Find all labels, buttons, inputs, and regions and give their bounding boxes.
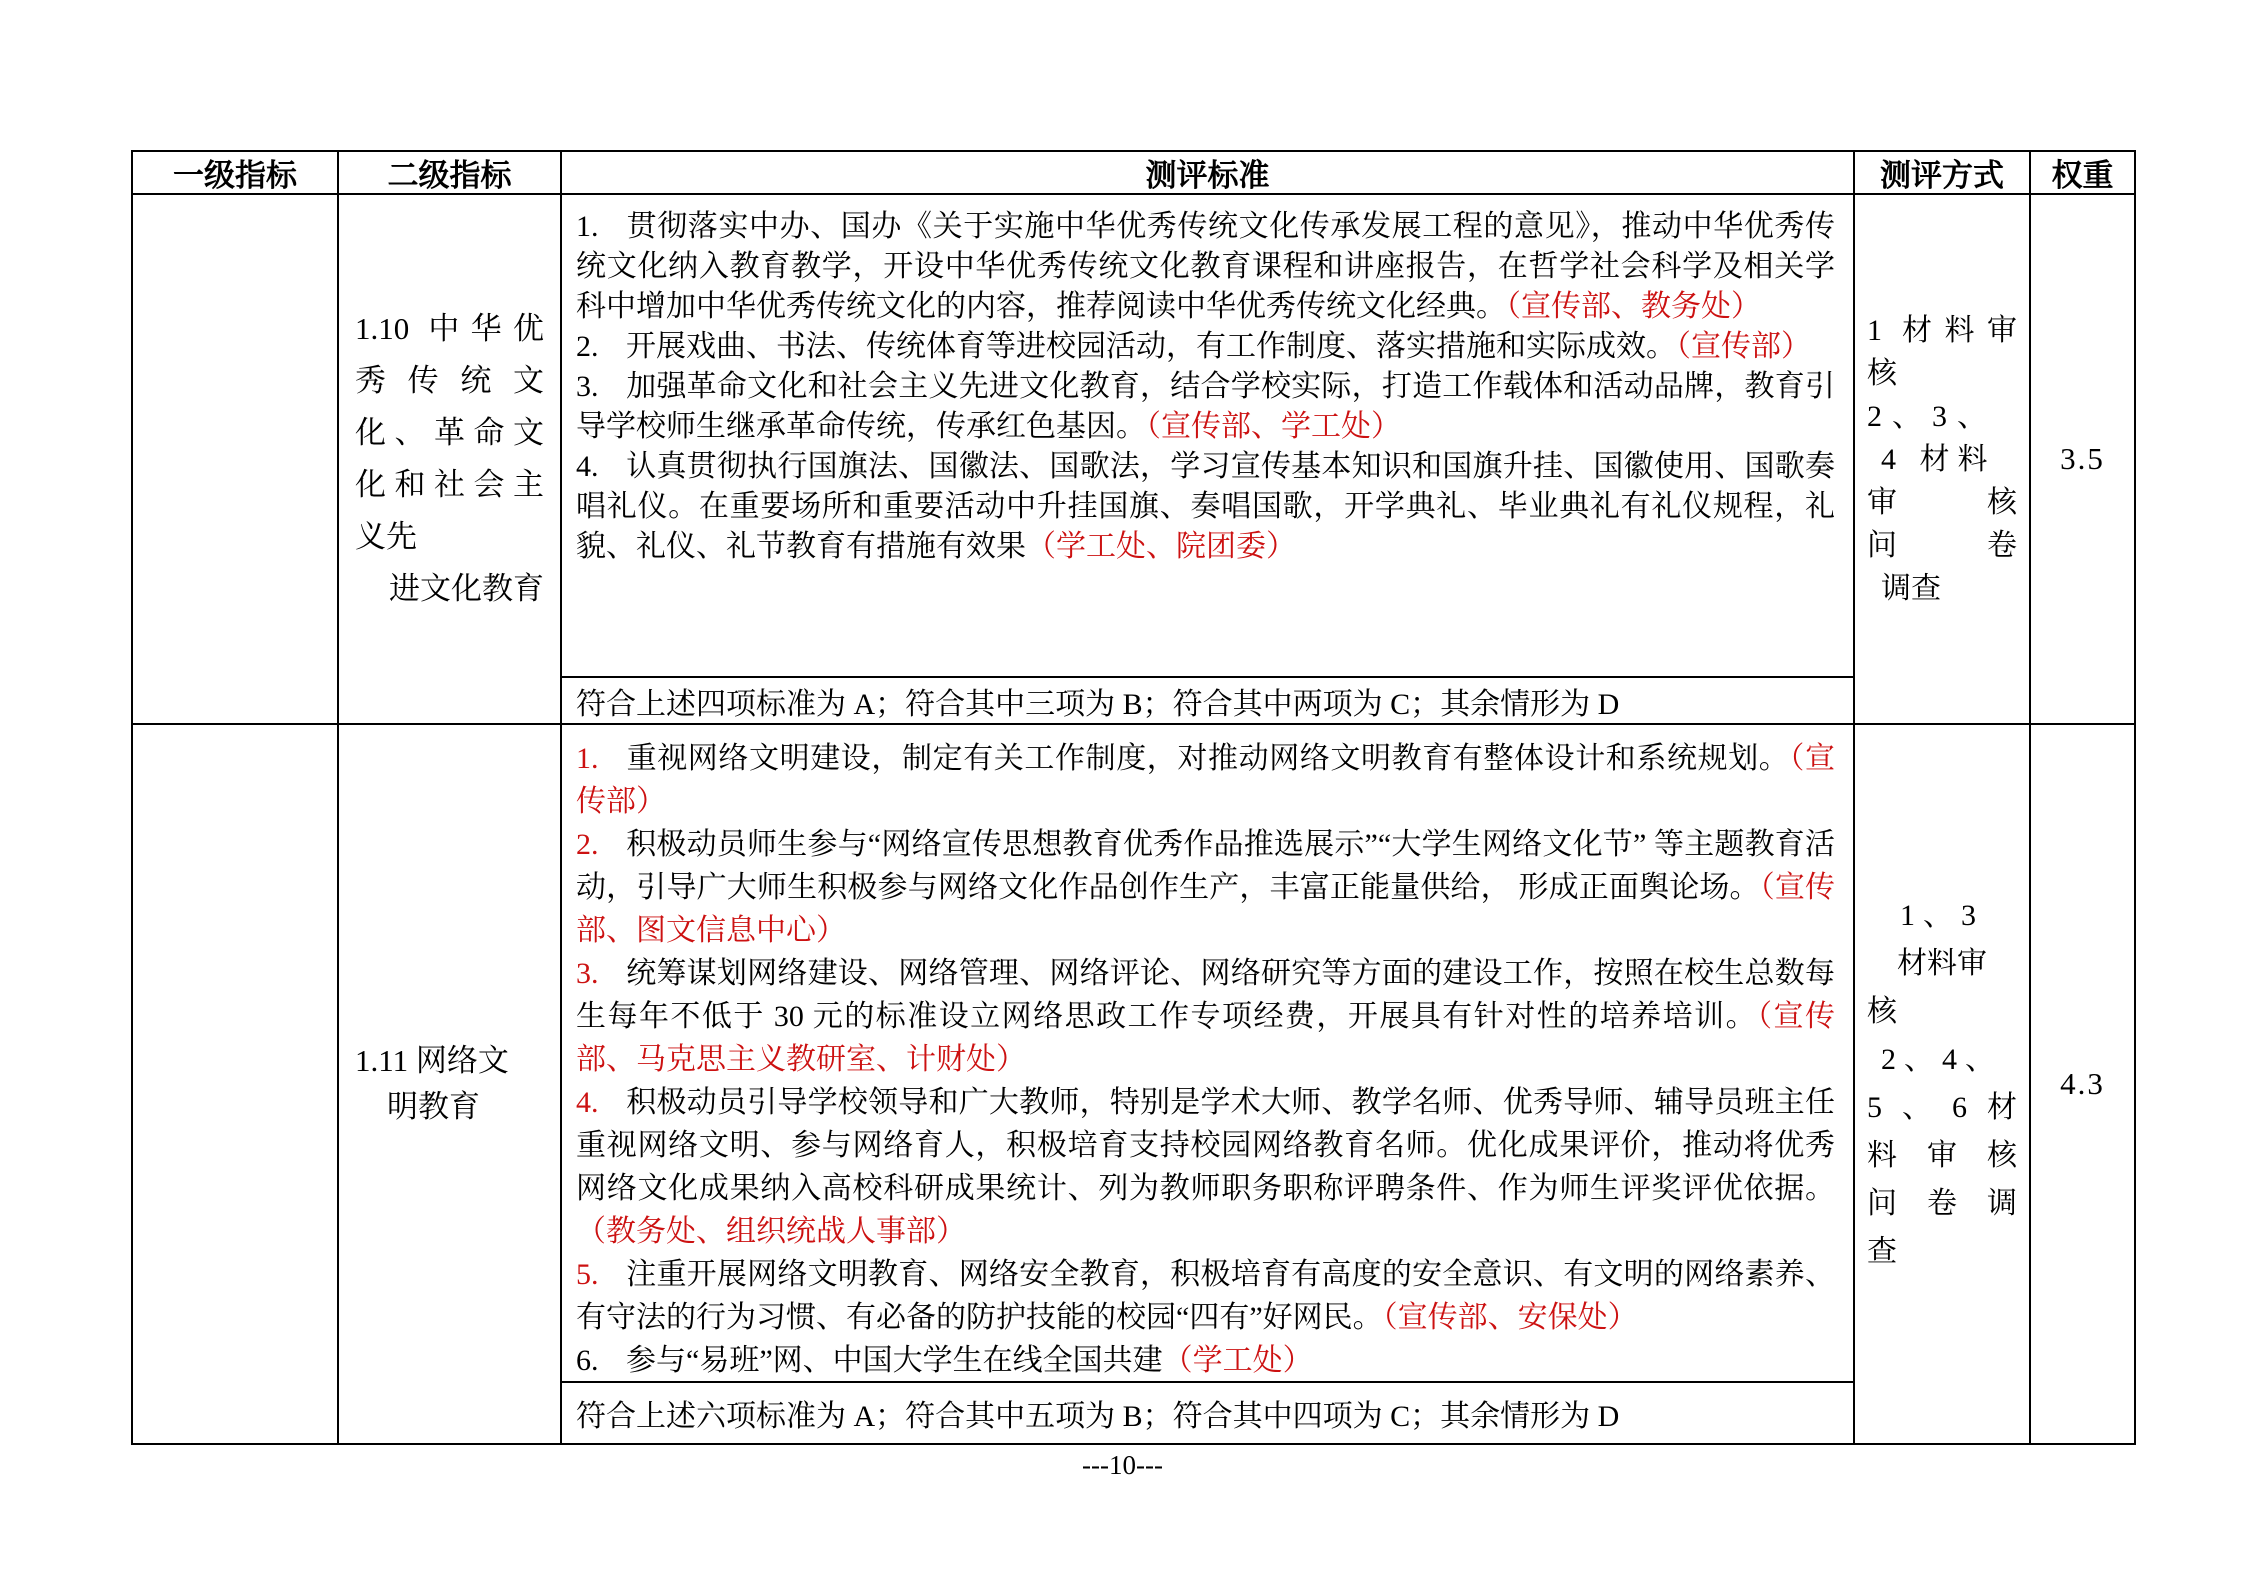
level2-indicator-1-11: [339, 725, 562, 1443]
item-text: 注重开展网络文明教育、网络安全教育，积极培育有高度的安全意识、有文明的网络素养、有守法的行为习惯、有必备的防护技能的校园“四有”好网民。: [576, 1258, 1835, 1334]
criteria-item: [576, 737, 1835, 823]
level1-indicator-cell-row1: [133, 195, 339, 725]
criteria-item: [576, 1081, 1835, 1253]
criteria-item: [576, 447, 1835, 567]
level2-line: 明教育: [387, 1089, 480, 1124]
method-line: 4 材料: [1881, 442, 1996, 476]
item-text: 积极动员师生参与“网络宣传思想教育优秀作品推选展示”“大学生网络文化节” 等主题教育活动，引导广大师生积极参与网络文化作品创作生产，丰富正能量供给， 形成正面舆论场。: [576, 828, 1835, 904]
responsible-departments: （宣传部、图文信息中心）: [576, 871, 1836, 947]
item-text: 统筹谋划网络建设、网络管理、网络评论、网络研究等方面的建设工作，按照在校生总数每生每年不低于 30 元的标准设立网络思政工作专项经费，开展具有针对性的培养培训。: [576, 957, 1835, 1033]
level2-line: 1.11 网络文: [355, 1043, 509, 1078]
level2-line: 化、革命文: [355, 415, 544, 450]
criteria-list: [562, 195, 1853, 676]
criteria-item: [576, 1253, 1835, 1339]
method-text: [1867, 892, 2017, 1276]
level2-line: 化和社会主: [355, 467, 544, 502]
header-method: 测评方式: [1855, 152, 2031, 195]
item-number: 4.: [576, 1086, 599, 1119]
item-number: 1.: [576, 742, 599, 775]
evaluation-table: [131, 150, 2136, 1445]
grading-rule-1-11: 符合上述六项标准为 A；符合其中五项为 B；符合其中四项为 C；其余情形为 D: [562, 1381, 1853, 1443]
method-line: 核: [1867, 995, 1897, 1028]
header-criteria: 测评标准: [562, 152, 1855, 195]
responsible-departments: （宣传部、安保处）: [1382, 1301, 1638, 1334]
method-line: 问卷: [1867, 528, 2017, 562]
method-line: 2、4、: [1881, 1043, 2003, 1076]
criteria-item: [576, 367, 1835, 447]
method-line: 材料审: [1897, 947, 1987, 980]
header-level2-indicator: 二级指标: [339, 152, 562, 195]
method-line: 查: [1867, 1235, 1897, 1268]
responsible-departments: （学工处、院团委）: [1026, 530, 1296, 563]
criteria-cell-1-10: [562, 195, 1855, 725]
item-text: 开展戏曲、书法、传统体育等进校园活动，有工作制度、落实措施和实际成效。: [626, 330, 1676, 363]
responsible-departments: （宣传部）: [576, 742, 1836, 818]
criteria-cell-1-11: [562, 725, 1855, 1443]
level2-line: 1.10 中华优: [355, 311, 544, 346]
method-line: 1、3: [1900, 899, 1984, 932]
responsible-departments: （学工处）: [1162, 1344, 1313, 1377]
item-number: 5.: [576, 1258, 599, 1291]
method-line: 料审核: [1867, 1139, 2017, 1172]
method-line: 2、3、: [1867, 399, 1997, 433]
item-number: 6.: [576, 1344, 599, 1377]
responsible-departments: （宣传部、马克思主义教研室、计财处）: [576, 1000, 1836, 1076]
item-text: 积极动员引导学校领导和广大教师，特别是学术大师、教学名师、优秀导师、辅导员班主任重视网络文明、参与网络育人，积极培育支持校园网络教育名师。优化成果评价，推动将优秀网络文化成果纳入高校科研成果统计、列为教师职务职称评聘条件、作为师生评奖评优依据。: [576, 1086, 1835, 1205]
header-level1-indicator: 一级指标: [133, 152, 339, 195]
item-number: 3.: [576, 957, 599, 990]
item-text: 加强革命文化和社会主义先进文化教育，结合学校实际，打造工作载体和活动品牌，教育引导学校师生继承革命传统，传承红色基因。: [576, 370, 1835, 443]
responsible-departments: （宣传部、学工处）: [1146, 410, 1401, 443]
item-number: 4.: [576, 450, 599, 483]
level1-indicator-cell-row2: [133, 725, 339, 1443]
method-cell-1-11: [1855, 725, 2031, 1443]
grading-rule-1-10: 符合上述四项标准为 A；符合其中三项为 B；符合其中两项为 C；其余情形为 D: [562, 676, 1853, 723]
method-line: 调查: [1881, 571, 1941, 605]
criteria-item: [576, 327, 1835, 367]
item-text: 认真贯彻执行国旗法、国徽法、国歌法，学习宣传基本知识和国旗升挂、国徽使用、国歌奏唱礼仪。在重要场所和重要活动中升挂国旗、奏唱国歌，开学典礼、毕业典礼有礼仪规程，礼貌、礼仪、礼节教育有措施有效果: [576, 450, 1835, 563]
method-cell-1-10: [1855, 195, 2031, 725]
weight-cell-1-11: 4.3: [2060, 1066, 2105, 1101]
level2-line: 进文化教育: [389, 571, 544, 606]
criteria-item: [576, 952, 1835, 1081]
level2-indicator-1-10: [339, 195, 562, 725]
responsible-departments: （宣传部）: [1676, 330, 1811, 363]
criteria-item: [576, 1339, 1835, 1381]
item-number: 1.: [576, 210, 599, 243]
responsible-departments: （宣传部、教务处）: [1506, 290, 1761, 323]
method-text: [1867, 309, 2017, 610]
method-line: 问卷调: [1867, 1187, 2017, 1220]
page-number: ---10---: [1082, 1450, 1163, 1480]
header-weight: 权重: [2031, 152, 2134, 195]
item-number: 2.: [576, 828, 599, 861]
method-line: 核: [1867, 356, 1897, 390]
method-line: 1 材料审: [1867, 313, 2017, 347]
item-text: 参与“易班”网、中国大学生在线全国共建: [626, 1344, 1163, 1377]
item-number: 2.: [576, 330, 599, 363]
criteria-item: [576, 207, 1835, 327]
item-text: 贯彻落实中办、国办《关于实施中华优秀传统文化传承发展工程的意见》，推动中华优秀传统文化纳入教育教学，开设中华优秀传统文化教育课程和讲座报告，在哲学社会科学及相关学科中增加中华优秀传统文化的内容，推荐阅读中华优秀传统文化经典。: [576, 210, 1835, 323]
level2-line: 义先: [355, 519, 417, 554]
criteria-list: [562, 725, 1853, 1381]
method-line: 审核: [1867, 485, 2017, 519]
level2-line: 秀传统文: [355, 363, 544, 398]
method-line: 5、6材: [1867, 1091, 2017, 1124]
item-number: 3.: [576, 370, 599, 403]
criteria-item: [576, 823, 1835, 952]
item-text: 重视网络文明建设，制定有关工作制度，对推动网络文明教育有整体设计和系统规划。: [626, 742, 1790, 775]
responsible-departments: （教务处、组织统战人事部）: [576, 1215, 966, 1248]
weight-cell-1-10: 3.5: [2031, 195, 2134, 725]
